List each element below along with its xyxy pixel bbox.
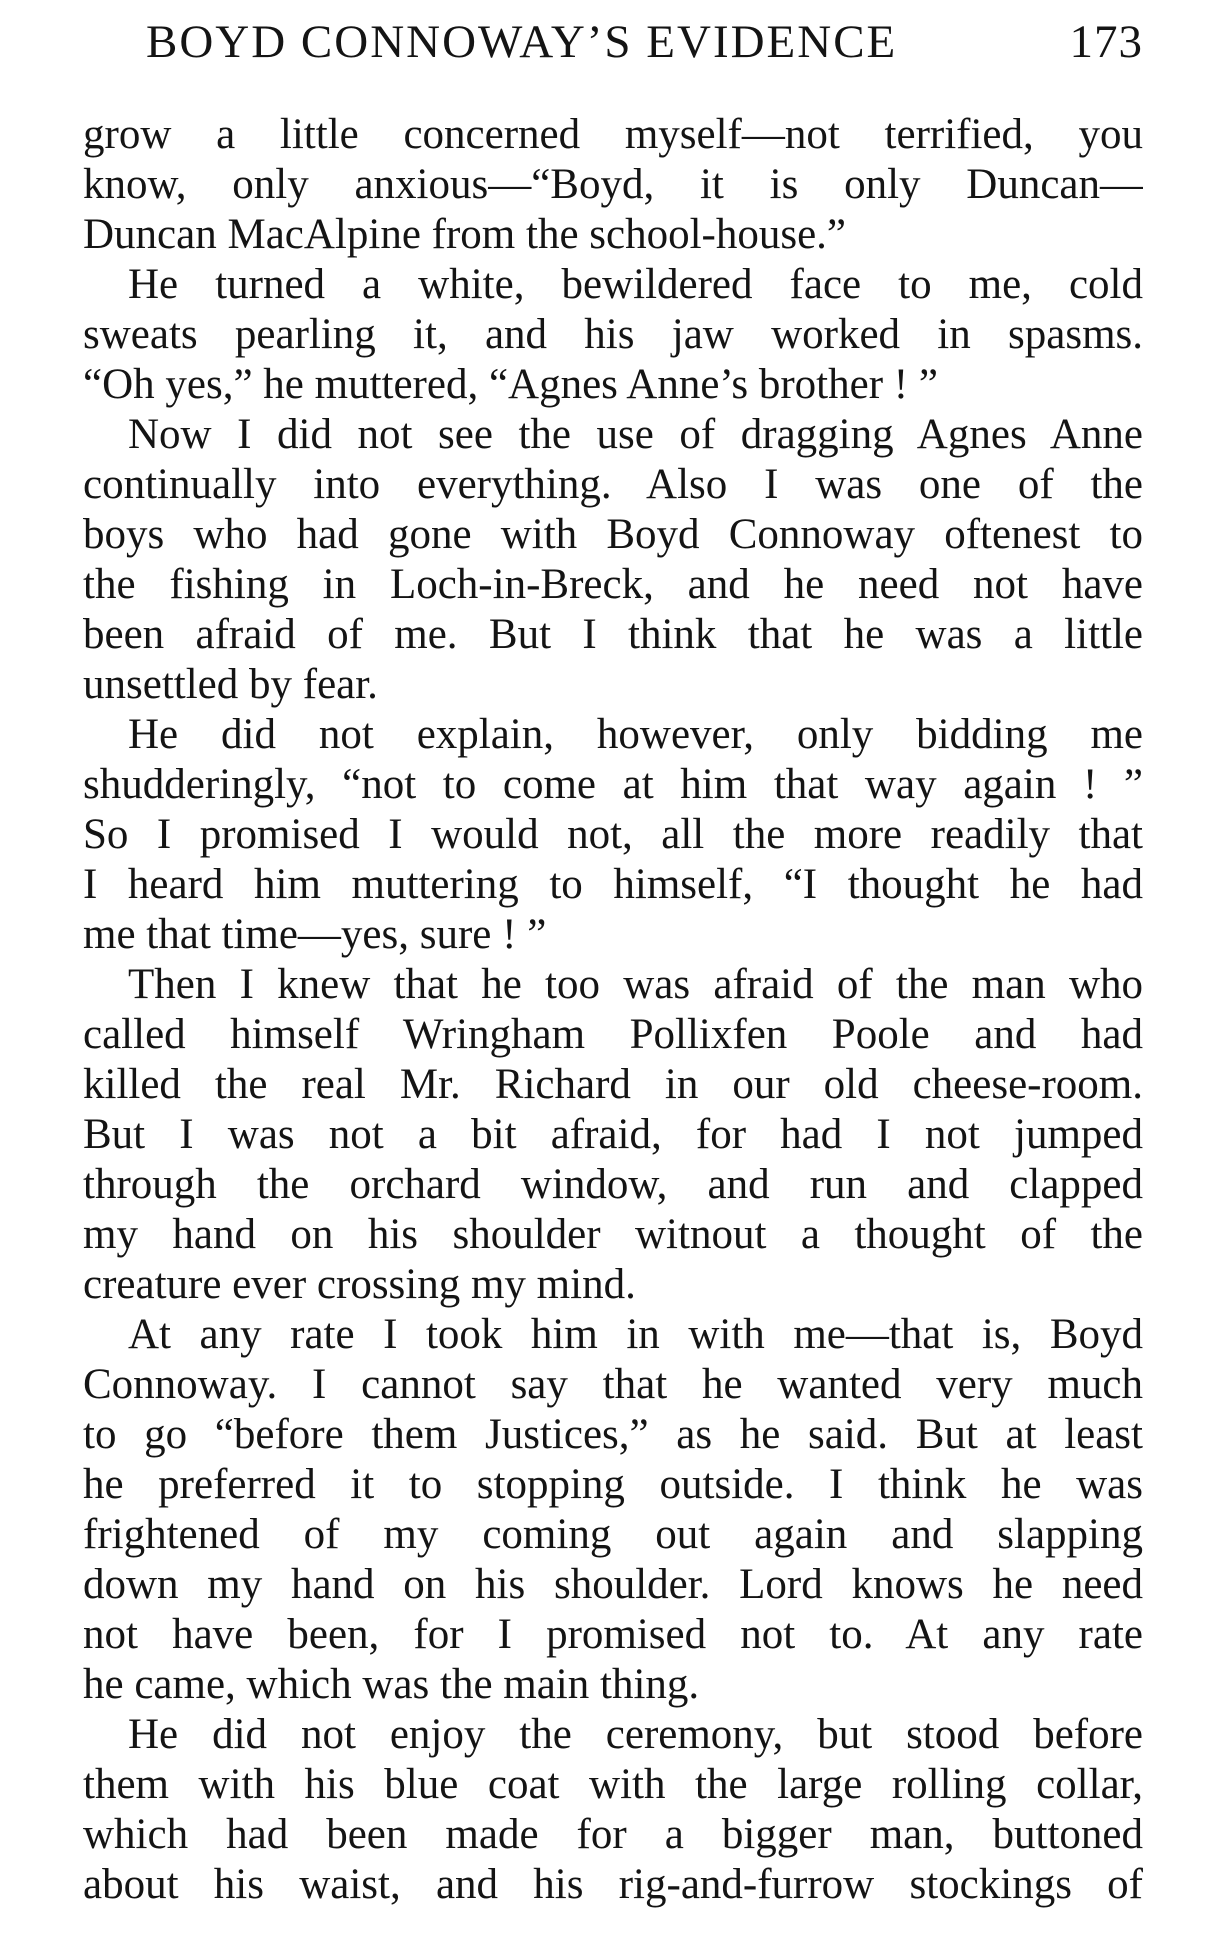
text-line: the fishing in Loch-in-Breck, and he need not have [83,561,1143,608]
text-line: shudderingly, “not to come at him that way again ! ” [83,761,1143,808]
page-number: 173 [1069,16,1143,68]
text-line: which had been made for a bigger man, buttoned [83,1811,1143,1858]
text-line: he preferred it to stopping outside. I think he was [83,1461,1143,1508]
text-line: continually into everything. Also I was one of the [83,461,1143,508]
text-line: He did not explain, however, only bidding me [128,711,1143,758]
text-line: “Oh yes,” he muttered, “Agnes Anne’s brother ! ” [83,361,938,408]
text-line: not have been, for I promised not to. At any rate [83,1611,1143,1658]
text-line: At any rate I took him in with me—that is, Boyd [128,1311,1143,1358]
text-line: to go “before them Justices,” as he said. But at least [83,1411,1143,1458]
text-line: Now I did not see the use of dragging Agnes Anne [128,411,1143,458]
text-line: about his waist, and his rig-and-furrow stockings of [83,1861,1143,1908]
text-line: He turned a white, bewildered face to me, cold [128,261,1143,308]
text-line: Then I knew that he too was afraid of the man who [128,961,1143,1008]
text-line: boys who had gone with Boyd Connoway oftenest to [83,511,1143,558]
text-line: them with his blue coat with the large rolling collar, [83,1761,1143,1808]
text-line: my hand on his shoulder witnout a thought of the [83,1211,1143,1258]
text-line: down my hand on his shoulder. Lord knows he need [83,1561,1143,1608]
text-line: called himself Wringham Pollixfen Poole and had [83,1011,1143,1058]
text-line: frightened of my coming out again and slapping [83,1511,1143,1558]
text-line: I heard him muttering to himself, “I thought he had [83,861,1143,908]
text-line: been afraid of me. But I think that he was a little [83,611,1143,658]
text-line: sweats pearling it, and his jaw worked in spasms. [83,311,1143,358]
chapter-title: BOYD CONNOWAY’S EVIDENCE [146,16,898,68]
running-head [83,12,1143,72]
text-line: grow a little concerned myself—not terrified, you [83,111,1143,158]
text-line: Connoway. I cannot say that he wanted very much [83,1361,1143,1408]
text-line: know, only anxious—“Boyd, it is only Duncan— [83,161,1143,208]
text-line: creature ever crossing my mind. [83,1261,636,1308]
body-text [83,110,1143,1910]
text-line: So I promised I would not, all the more readily that [83,811,1143,858]
text-line: killed the real Mr. Richard in our old cheese-room. [83,1061,1143,1108]
text-line: he came, which was the main thing. [83,1661,700,1708]
text-line: unsettled by fear. [83,661,378,708]
text-line: me that time—yes, sure ! ” [83,911,547,958]
text-line: But I was not a bit afraid, for had I not jumped [83,1111,1143,1158]
text-line: Duncan MacAlpine from the school-house.” [83,211,847,258]
text-line: through the orchard window, and run and clapped [83,1161,1143,1208]
text-line: He did not enjoy the ceremony, but stood before [128,1711,1143,1758]
